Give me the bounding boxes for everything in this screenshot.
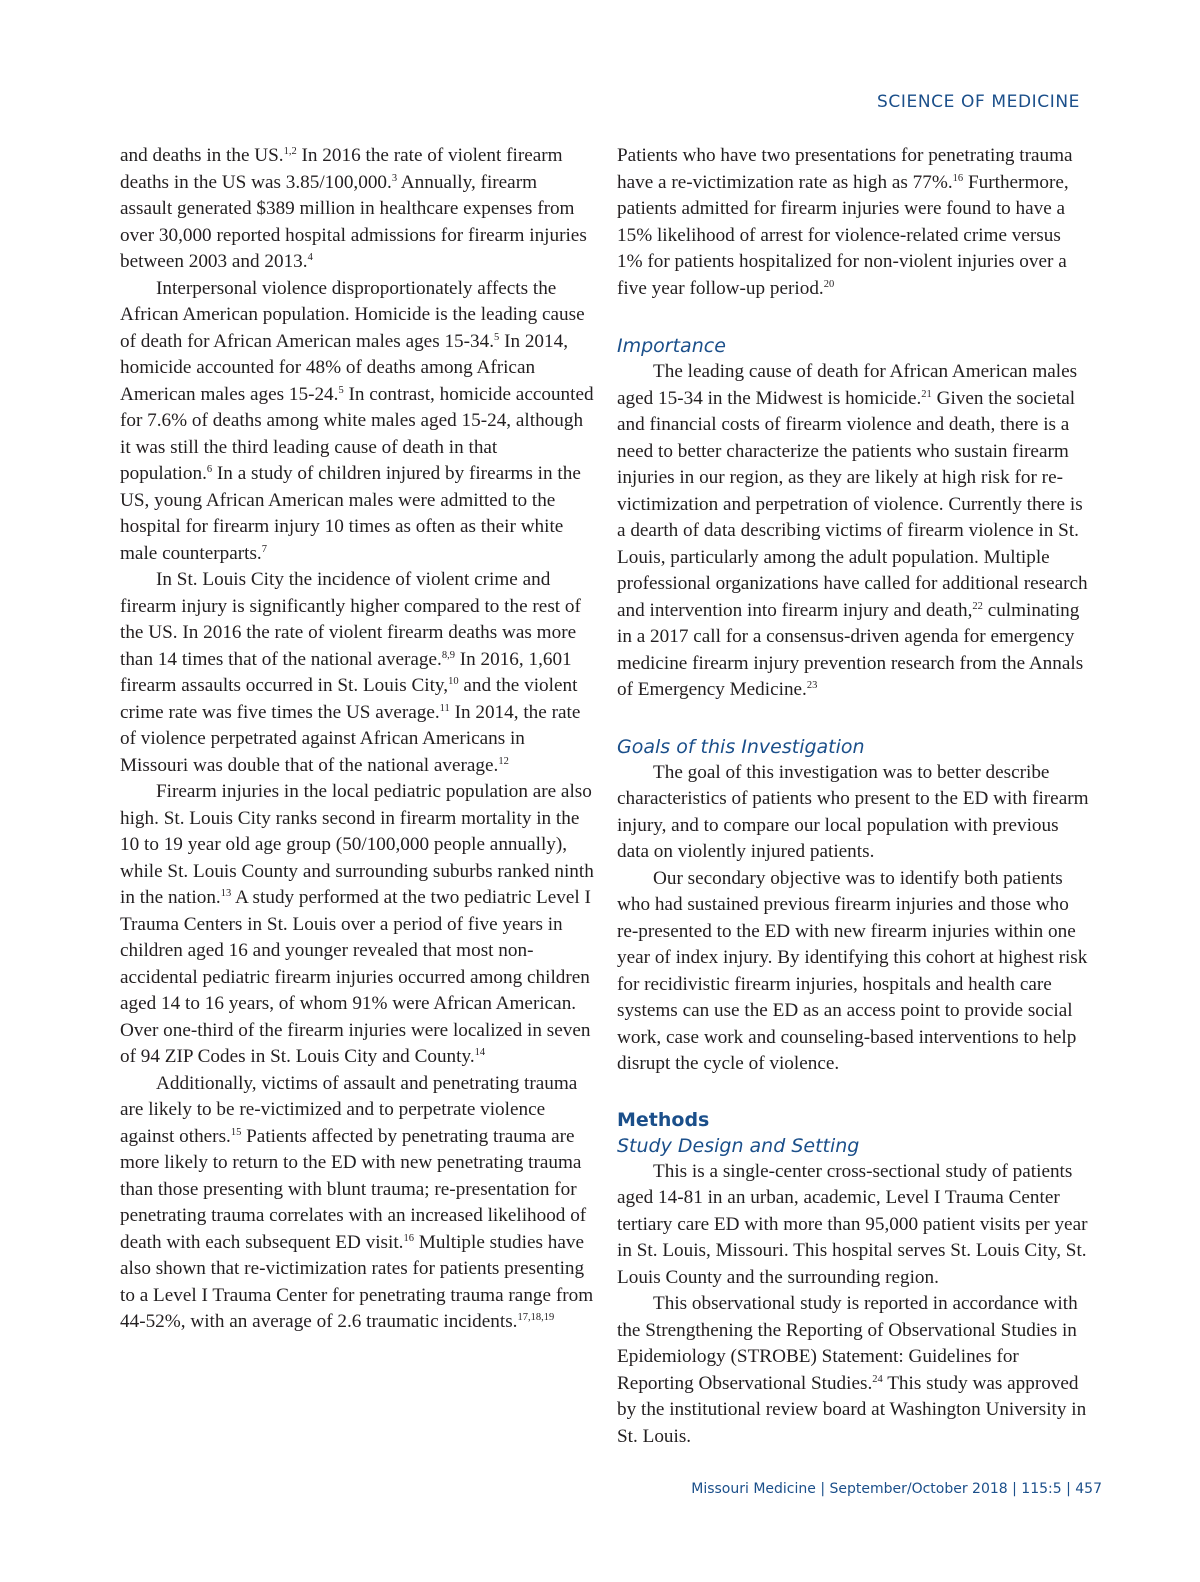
goals-heading: Goals of this Investigation xyxy=(617,735,865,758)
text-run: This study was approved by the institutional review board at Washington University in St. Louis. xyxy=(617,1372,1087,1447)
citation-ref: 13 xyxy=(220,888,232,899)
text-run: Interpersonal violence disproportionately affects the African American population. Homicide is the leading cause of death for African American males ages 15-34. xyxy=(120,277,585,352)
text-run: culminating in a 2017 call for a consensus-driven agenda for emergency medicine firearm injury prevention research from the Annals of Emergency Medicine. xyxy=(617,599,1084,700)
citation-ref: 22 xyxy=(972,600,983,612)
text-run: This observational study is reported in accordance with the Strengthening the Reporting of Observational Studies in Epidemiology (STROBE) Statement: Guidelines for Reporting Observational Studies. xyxy=(617,1293,1078,1394)
left-paragraph-2 xyxy=(120,276,594,568)
right-paragraph-1 xyxy=(617,143,1091,302)
text-run: In a study of children injured by firearms in the US, young African American males were admitted to the hospital for firearm injury 10 times as often as their white male counterparts. xyxy=(120,463,581,564)
text-run: Patients who have two presentations for penetrating trauma have a re-victimization rate as high as 77%. xyxy=(617,145,1073,193)
importance-paragraph xyxy=(617,359,1091,704)
text-run: A study performed at the two pediatric Level I Trauma Centers in St. Louis over a period of five years in children aged 16 and younger revealed that most non-accidental pediatric firearm injuries occurred among children aged 14 to 16 years, of whom 91% were African American. Over one-third of the firearm injuries were localized in seven of 94 ZIP Codes in St. Louis City and County. xyxy=(120,887,591,1067)
citation-ref: 4 xyxy=(307,252,313,263)
text-run: In 2014, homicide accounted for 48% of deaths among African American males ages 15-24. xyxy=(120,330,569,405)
text-run: In 2016, 1,601 firearm assaults occurred in St. Louis City, xyxy=(120,648,572,696)
citation-ref: 20 xyxy=(823,278,835,290)
text-run: Given the societal and financial costs of firearm violence and death, there is a need to better characterize the patients who sustain firearm injuries in our region, as they are likely at high risk for re-victimization and perpetration of violence. Currently there is a dearth of data describing victims of firearm violence in St. Louis, particularly among the adult population. Multiple professional organizations have called for additional research and intervention into firearm injury and death, xyxy=(617,387,1088,621)
study-design-paragraph-1: This is a single-center cross-sectional study of patients aged 14-81 in an urban, academic, Level I Trauma Center tertiary care ED with more than 95,000 patient visits per year in St. Louis, Missouri. This hospital serves St. Louis City, St. Louis County and the surrounding region. xyxy=(617,1160,1088,1288)
citation-ref: 5 xyxy=(338,384,344,396)
text-run: Firearm injuries in the local pediatric population are also high. St. Louis City ranks second in firearm mortality in the 10 to 19 year old age group (50/100,000 people annually), while St. Louis County and surrounding suburbs ranked ninth in the nation. xyxy=(120,781,594,908)
text-run: Furthermore, patients admitted for firearm injuries were found to have a 15% likelihood of arrest for violence-related crime versus 1% for patients hospitalized for non-violent injuries over a five year follow-up period. xyxy=(617,171,1069,299)
text-run: and deaths in the US. xyxy=(120,145,284,166)
citation-ref: 6 xyxy=(206,464,213,475)
left-paragraph-3 xyxy=(120,567,594,779)
citation-ref: 7 xyxy=(261,543,267,555)
page-footer: Missouri Medicine | September/October 2018 | 115:5 | 457 xyxy=(691,1481,1102,1497)
text-run: Multiple studies have also shown that re-victimization rates for patients presenting to a Level I Trauma Center for penetrating trauma range from 44-52%, with an average of 2.6 traumatic incidents. xyxy=(120,1231,594,1332)
left-column xyxy=(120,143,594,1336)
importance-heading: Importance xyxy=(617,335,726,357)
text-run: and the violent crime rate was five times the US average. xyxy=(120,675,578,723)
text-run: Additionally, victims of assault and penetrating trauma are likely to be re-victimized and to perpetrate violence against others. xyxy=(120,1072,578,1147)
left-paragraph-1 xyxy=(120,143,594,276)
citation-ref: 17,18,19 xyxy=(517,1312,555,1323)
right-column xyxy=(617,143,1091,1450)
citation-ref: 1,2 xyxy=(283,146,297,157)
left-paragraph-5 xyxy=(120,1071,594,1336)
citation-ref: 8,9 xyxy=(441,649,455,661)
citation-ref: 3 xyxy=(391,172,398,184)
citation-ref: 21 xyxy=(921,388,932,400)
citation-ref: 10 xyxy=(448,676,459,687)
citation-ref: 5 xyxy=(494,331,500,343)
running-head: SCIENCE OF MEDICINE xyxy=(877,92,1080,112)
citation-ref: 12 xyxy=(498,755,509,767)
methods-heading: Methods xyxy=(617,1108,710,1131)
text-run: In 2016 the rate of violent firearm deaths in the US was 3.85/100,000. xyxy=(120,145,563,193)
text-run: In 2014, the rate of violence perpetrated against African Americans in Missouri was double that of the national average. xyxy=(120,701,581,776)
citation-ref: 14 xyxy=(474,1047,486,1058)
goals-paragraph-2: Our secondary objective was to identify both patients who had sustained previous firearm injuries and those who re-presented to the ED with new firearm injuries within one year of index injury. By identifying this cohort at highest risk for recidivistic firearm injuries, hospitals and health care systems can use the ED as an access point to provide social work, case work and counseling-based interventions to help disrupt the cycle of violence. xyxy=(617,867,1088,1074)
citation-ref: 23 xyxy=(806,680,818,691)
citation-ref: 24 xyxy=(872,1373,883,1385)
text-run: In St. Louis City the incidence of violent crime and firearm injury is significantly higher compared to the rest of the US. In 2016 the rate of violent firearm deaths was more than 14 times that of the national average. xyxy=(120,569,581,670)
left-paragraph-4 xyxy=(120,779,594,1071)
text-run: Patients affected by penetrating trauma are more likely to return to the ED with new penetrating trauma than those presenting with blunt trauma; re-presentation for penetrating trauma correlates with an increased likelihood of death with each subsequent ED visit. xyxy=(120,1125,587,1253)
citation-ref: 16 xyxy=(403,1232,414,1244)
text-run: Annually, firearm assault generated $389 million in healthcare expenses from over 30,000 reported hospital admissions for firearm injuries between 2003 and 2013. xyxy=(120,171,587,272)
citation-ref: 15 xyxy=(230,1126,242,1138)
text-run: In contrast, homicide accounted for 7.6% of deaths among white males aged 15-24, although it was still the third leading cause of death in that population. xyxy=(120,383,594,484)
goals-paragraph-1: The goal of this investigation was to better describe characteristics of patients who present to the ED with firearm injury, and to compare our local population with previous data on violently injured patients. xyxy=(617,761,1089,862)
study-design-paragraph-2 xyxy=(617,1291,1091,1450)
study-design-heading: Study Design and Setting xyxy=(617,1134,860,1157)
citation-ref: 16 xyxy=(952,172,964,184)
citation-ref: 11 xyxy=(439,702,450,714)
text-run: The leading cause of death for African American males aged 15-34 in the Midwest is homicide. xyxy=(617,361,1078,409)
